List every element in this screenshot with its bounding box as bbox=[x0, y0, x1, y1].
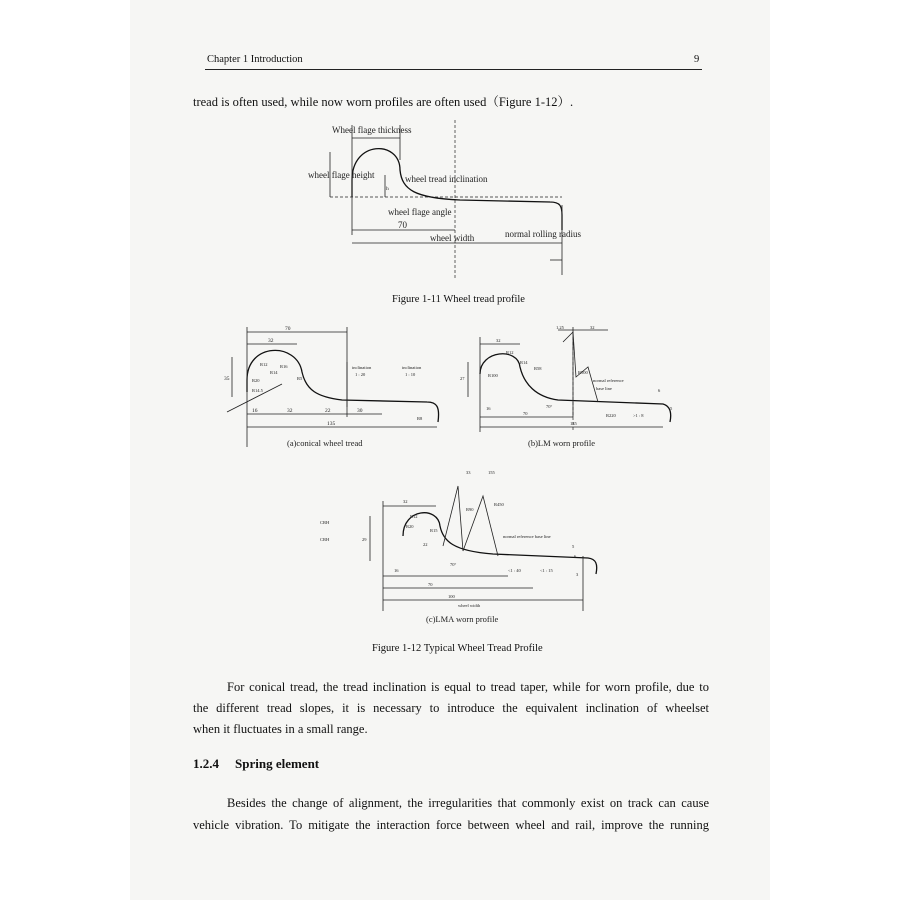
figure-1-12a-caption: (a)conical wheel tread bbox=[287, 438, 363, 448]
dim-label: 16 bbox=[394, 568, 399, 573]
dim-label: 1 : 10 bbox=[405, 372, 416, 377]
figure-1-12b-caption: (b)LM worn profile bbox=[528, 438, 596, 448]
dim-label: R14 bbox=[270, 370, 278, 375]
dim-label: inclination bbox=[352, 365, 372, 370]
dim-label: 135 bbox=[570, 421, 577, 426]
dim-label: R14 bbox=[520, 360, 528, 365]
label-wheel-width: wheel width bbox=[430, 233, 475, 243]
dim-label: R450 bbox=[494, 502, 504, 507]
running-header: Chapter 1 Introduction bbox=[207, 54, 303, 65]
dim-label: R12 bbox=[260, 362, 268, 367]
section-number: 1.2.4 bbox=[193, 756, 219, 771]
header-rule bbox=[205, 69, 702, 70]
label-h: h bbox=[386, 186, 389, 192]
body-line: Besides the change of alignment, the irregularities that commonly exist on track can cause bbox=[227, 796, 709, 810]
dim-label: 6 bbox=[574, 554, 577, 559]
dim-label: 70 bbox=[428, 582, 433, 587]
page-number: 9 bbox=[694, 54, 700, 65]
dim-label: 29 bbox=[362, 537, 367, 542]
body-line: the different tread slopes, it is necessary to introduce the equivalent inclination of wheelset bbox=[193, 701, 709, 715]
dim-label: 32 bbox=[268, 338, 274, 344]
figure-1-12b-diagram bbox=[458, 322, 688, 452]
dim-label: R12 bbox=[410, 514, 418, 519]
dim-label: R58 bbox=[534, 366, 542, 371]
dim-label: CRH bbox=[320, 520, 330, 525]
dim-label: R8 bbox=[417, 416, 423, 421]
dim-label: 33 bbox=[466, 470, 471, 475]
dim-label: 5 bbox=[670, 406, 673, 411]
dim-label: >1 : 8 bbox=[633, 413, 644, 418]
dim-label: R500 bbox=[578, 370, 588, 375]
label-flange-angle: wheel flage angle bbox=[388, 207, 452, 217]
dim-label: R14.5 bbox=[252, 388, 263, 393]
dim-label: inclination bbox=[402, 365, 422, 370]
dim-label: wheel width bbox=[458, 603, 481, 608]
dim-label: R15 bbox=[430, 528, 438, 533]
dim-label: base line bbox=[596, 386, 612, 391]
dim-label: 6 bbox=[658, 388, 661, 393]
dim-label: R16 bbox=[280, 364, 288, 369]
dim-label: <1 : 15 bbox=[540, 568, 553, 573]
label-tread-inclination: wheel tread inclination bbox=[405, 174, 488, 184]
dim-label: CRH bbox=[320, 537, 330, 542]
dim-label: 155 bbox=[488, 470, 495, 475]
figure-1-12c-diagram bbox=[318, 466, 618, 626]
dim-label: 16 bbox=[486, 406, 491, 411]
dim-label: 70° bbox=[450, 562, 457, 567]
body-line: For conical tread, the tread inclination is equal to tread taper, while for worn profile, due to bbox=[227, 680, 709, 694]
figure-1-12-caption: Figure 1-12 Typical Wheel Tread Profile bbox=[372, 643, 543, 654]
section-heading bbox=[193, 756, 319, 772]
dim-label: 32 bbox=[287, 408, 293, 414]
section-title: Spring element bbox=[235, 756, 320, 771]
dim-label: 32 bbox=[590, 325, 595, 330]
dim-label: <1 : 40 bbox=[508, 568, 521, 573]
dim-label: 32 bbox=[496, 338, 501, 343]
dim-label: normal reference bbox=[593, 378, 624, 383]
body-line: tread is often used, while now worn profiles are often used（Figure 1-12）. bbox=[193, 95, 574, 109]
dim-label: R90 bbox=[466, 507, 474, 512]
body-line: vehicle vibration. To mitigate the interaction force between wheel and rail, improve the running bbox=[193, 818, 709, 832]
figure-1-11-diagram bbox=[300, 120, 610, 280]
dim-label: R100 bbox=[488, 373, 498, 378]
dim-label: 35 bbox=[224, 376, 230, 382]
label-dim-70: 70 bbox=[398, 220, 407, 230]
dim-label: 22 bbox=[423, 542, 428, 547]
dim-label: 1.25 bbox=[556, 325, 564, 330]
dim-label: 27 bbox=[460, 376, 465, 381]
body-line: when it fluctuates in a small range. bbox=[193, 722, 368, 736]
dim-label: R20 bbox=[252, 378, 260, 383]
label-flange-thickness: Wheel flage thickness bbox=[332, 125, 412, 135]
figure-1-12c-caption: (c)LMA worn profile bbox=[426, 614, 499, 624]
dim-label: 22 bbox=[325, 408, 331, 414]
label-flange-height: wheel flage height bbox=[308, 170, 375, 180]
dim-label: 32 bbox=[403, 499, 408, 504]
dim-label: normal reference base line bbox=[503, 534, 551, 539]
dim-label: 16 bbox=[252, 408, 258, 414]
dim-label: 70 bbox=[285, 326, 291, 332]
figure-1-12a-diagram bbox=[222, 322, 442, 452]
dim-label: 30 bbox=[357, 408, 363, 414]
dim-label: R220 bbox=[606, 413, 616, 418]
dim-label: R12 bbox=[506, 350, 514, 355]
dim-label: 135 bbox=[327, 421, 336, 427]
dim-label: 70° bbox=[546, 404, 553, 409]
dim-label: R5 bbox=[297, 376, 303, 381]
label-rolling-radius: normal rolling radius bbox=[505, 229, 581, 239]
dim-label: 5 bbox=[572, 544, 575, 549]
dim-label: R20 bbox=[406, 524, 414, 529]
figure-1-11-caption: Figure 1-11 Wheel tread profile bbox=[392, 294, 525, 305]
dim-label: 1 : 20 bbox=[355, 372, 366, 377]
dim-label: 3 bbox=[576, 572, 579, 577]
dim-label: 100 bbox=[448, 594, 455, 599]
dim-label: 70 bbox=[523, 411, 528, 416]
